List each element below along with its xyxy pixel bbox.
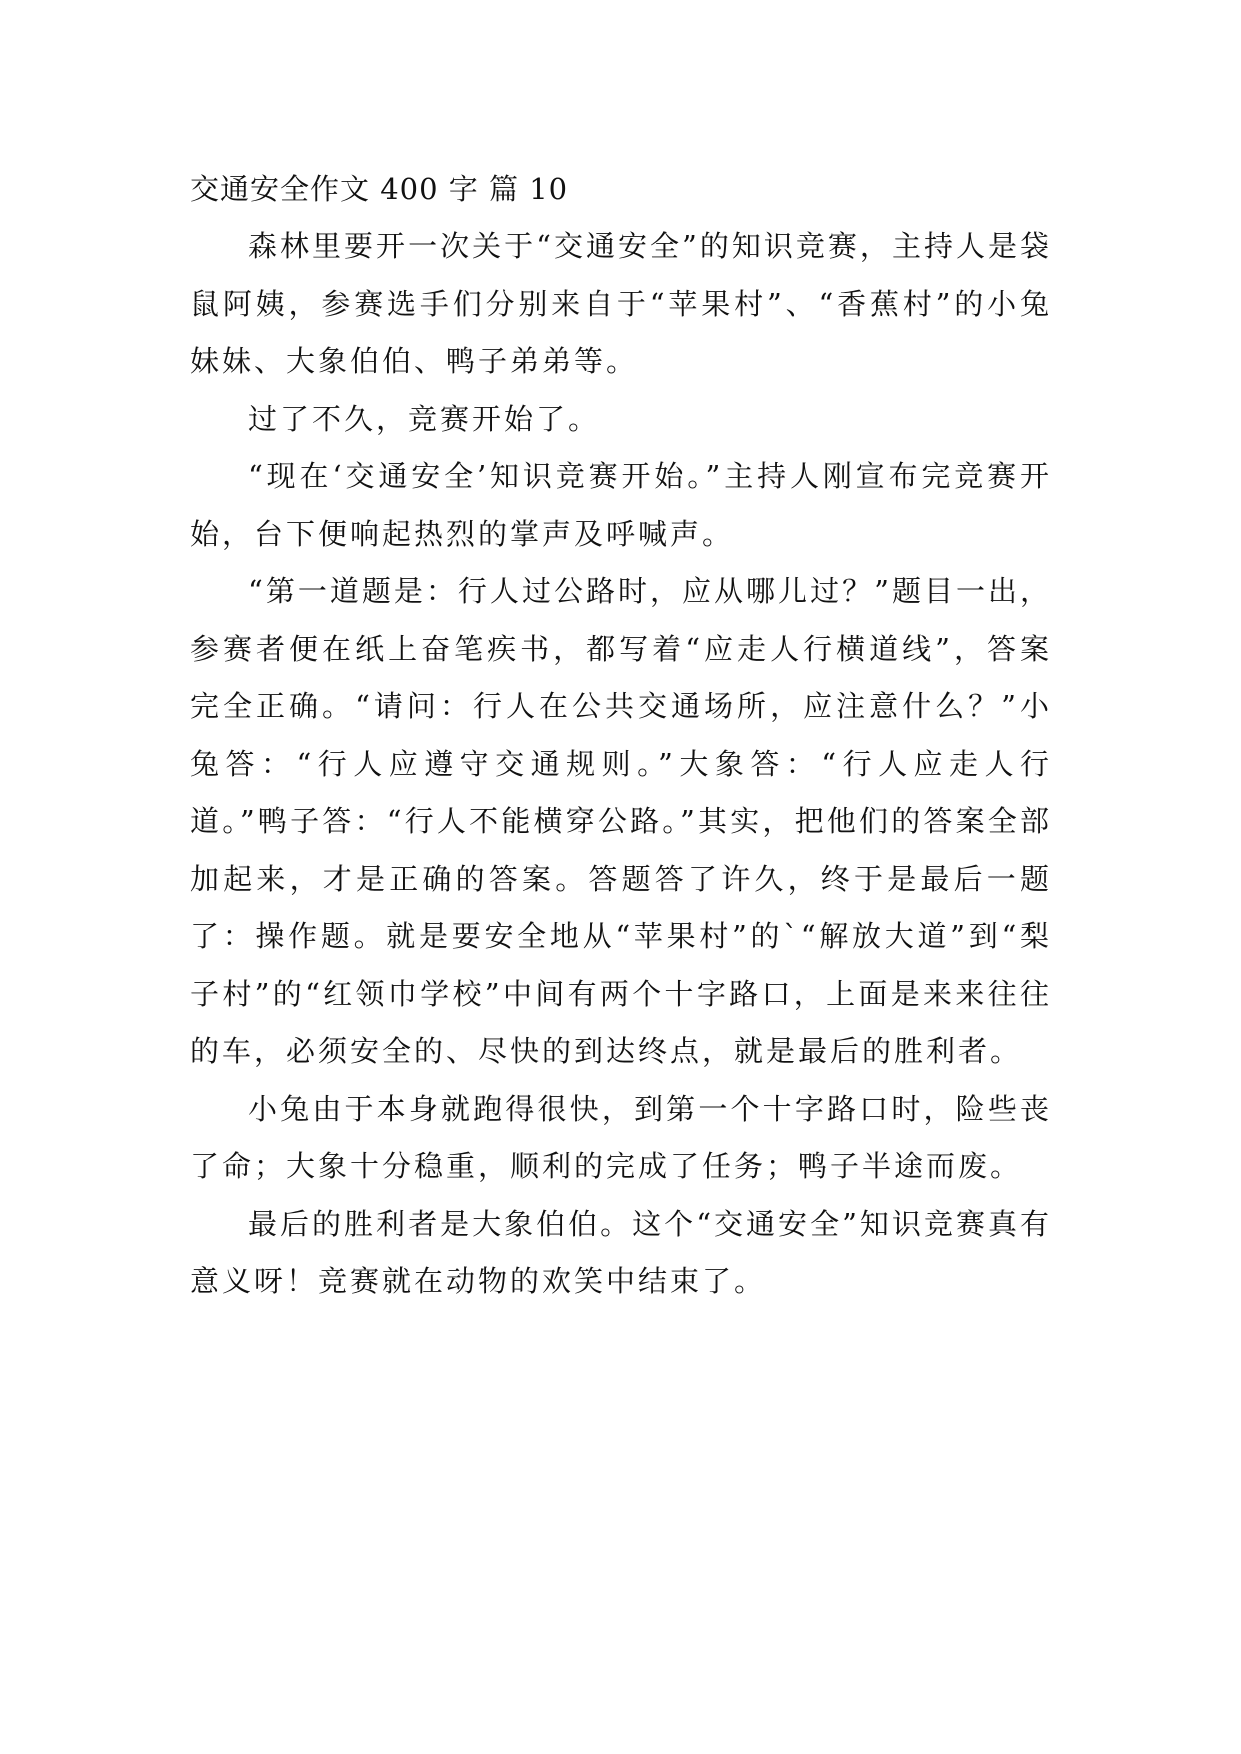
paragraph-5: 小兔由于本身就跑得很快，到第一个十字路口时，险些丧了命；大象十分稳重，顺利的完成了任务；鸭子半途而废。 [190,1091,1052,1183]
paragraph-3: “现在‘交通安全’知识竞赛开始。”主持人刚宣布完竞赛开始，台下便响起热烈的掌声及呼喊声。 [190,459,1052,551]
document-body [190,160,1052,1311]
document-title: 交通安全作文 400 字 篇 10 [190,172,569,206]
paragraph-6: 最后的胜利者是大象伯伯。这个“交通安全”知识竞赛真有意义呀！竞赛就在动物的欢笑中结束了。 [190,1206,1052,1298]
paragraph-4: “第一道题是：行人过公路时，应从哪儿过？”题目一出，参赛者便在纸上奋笔疾书，都写着“应走人行横道线”，答案完全正确。“请问：行人在公共交通场所，应注意什么？”小兔答：“行人应遵守交通规则。”大象答：“行人应走人行道。”鸭子答：“行人不能横穿公路。”其实，把他们的答案全部加起来，才是正确的答案。答题答了许久，终于是最后一题了：操作题。就是要安全地从“苹果村”的`“解放大道”到“梨子村”的“红领巾学校”中间有两个十字路口，上面是来来往往的车，必须安全的、尽快的到达终点，就是最后的胜利者。 [190,574,1052,1068]
paragraph-1: 森林里要开一次关于“交通安全”的知识竞赛，主持人是袋鼠阿姨，参赛选手们分别来自于“苹果村”、“香蕉村”的小兔妹妹、大象伯伯、鸭子弟弟等。 [190,229,1052,378]
paragraph-2: 过了不久，竞赛开始了。 [248,401,601,436]
